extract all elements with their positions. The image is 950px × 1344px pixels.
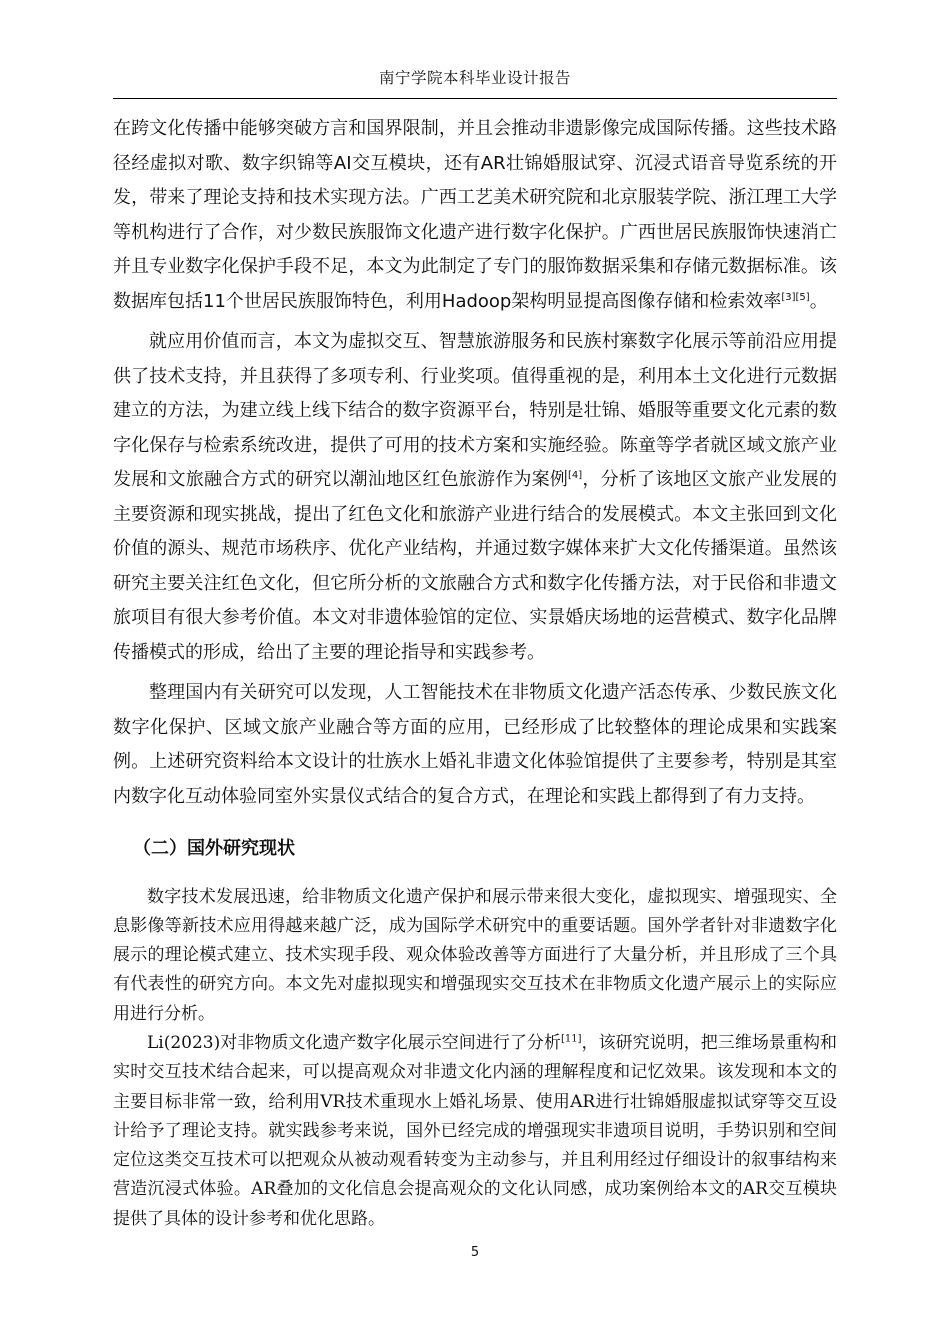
paragraph-2 — [113, 325, 837, 670]
paragraph-4 — [113, 883, 837, 1029]
citation-11: [11] — [560, 1033, 582, 1045]
header-title: 南宁学院本科毕业设计报告 — [378, 69, 571, 87]
citation-4: [4] — [568, 470, 583, 481]
paragraph-1-text: 在跨文化传播中能够突破方言和国界限制，并且会推动非遗影像完成国际传播。这些技术路径经虚拟对歌、数字织锦等AI交互模块，还有AR壮锦婚服试穿、沉浸式语音导览系统的开发，带来了理论支持和技术实现方法。广西工艺美术研究院和北京服装学院、浙江理工大学等机构进行了合作，对少数民族服饰文化遗产进行数字化保护。广西世居民族服饰快速消亡并且专业数字化保护手段不足，本文为此制定了专门的服饰数据采集和存储元数据标准。该数据库包括11个世居民族服饰特色，利用Hadoop架构明显提高图像存储和检索效率 — [113, 118, 837, 312]
paragraph-1 — [113, 112, 837, 319]
page-body — [113, 112, 837, 1234]
paragraph-2-text: 就应用价值而言，本文为虚拟交互、智慧旅游服务和民族村寨数字化展示等前沿应用提供了技术支持，并且获得了多项专利、行业奖项。值得重视的是，利用本土文化进行元数据建立的方法，为建立线上线下结合的数字资源平台，特别是壮锦、婚服等重要文化元素的数字化保存与检索系统改进，提供了可用的技术方案和实施经验。陈童等学者就区域文旅产业发展和文旅融合方式的研究以潮汕地区红色旅游作为案例 — [113, 331, 837, 490]
paragraph-2-rest: ，分析了该地区文旅产业发展的主要资源和现实挑战，提出了红色文化和旅游产业进行结合的发展模式。本文主张回到文化价值的源头、规范市场秩序、优化产业结构，并通过数字媒体来扩大文化传播渠道。虽然该研究主要关注红色文化，但它所分析的文旅融合方式和数字化传播方法，对于民俗和非遗文旅项目有很大参考价值。本文对非遗体验馆的定位、实景婚庆场地的运营模式、数字化品牌传播模式的形成，给出了主要的理论指导和实践参考。 — [113, 469, 837, 663]
paragraph-3 — [113, 676, 837, 814]
paragraph-1-end: 。 — [809, 290, 828, 312]
paragraph-5-text: Li(2023)对非物质文化遗产数字化展示空间进行了分析 — [147, 1032, 561, 1053]
page-number: 5 — [470, 1245, 480, 1260]
page-header — [113, 64, 837, 99]
citation-3-5: [3][5] — [781, 291, 810, 303]
paragraph-5 — [113, 1029, 837, 1234]
paragraph-4-text: 数字技术发展迅速，给非物质文化遗产保护和展示带来很大变化，虚拟现实、增强现实、全息影像等新技术应用得越来越广泛，成为国际学术研究中的重要话题。国外学者针对非遗数字化展示的理论模式建立、技术实现手段、观众体验改善等方面进行了大量分析，并且形成了三个具有代表性的研究方向。本文先对虚拟现实和增强现实交互技术在非物质文化遗产展示上的实际应用进行分析。 — [113, 886, 837, 1024]
paragraph-5-rest: ，该研究说明，把三维场景重构和实时交互技术结合起来，可以提高观众对非遗文化内涵的理解程度和记忆效果。该发现和本文的主要目标非常一致，给利用VR技术重现水上婚礼场景、使用AR进行壮锦婚服虚拟试穿等交互设计给予了理论支持。就实践参考来说，国外已经完成的增强现实非遗项目说明，手势识别和空间定位这类交互技术可以把观众从被动观看转变为主动参与，并且利用经过仔细设计的叙事结构来营造沉浸式体验。AR叠加的文化信息会提高观众的文化认同感，成功案例给本文的AR交互模块提供了具体的设计参考和优化思路。 — [113, 1032, 838, 1229]
paragraph-3-text: 整理国内有关研究可以发现，人工智能技术在非物质文化遗产活态传承、少数民族文化数字化保护、区域文旅产业融合等方面的应用，已经形成了比较整体的理论成果和实践案例。上述研究资料给本文设计的壮族水上婚礼非遗文化体验馆提供了主要参考，特别是其室内数字化互动体验同室外实景仪式结合的复合方式，在理论和实践上都得到了有力支持。 — [113, 682, 837, 807]
section-heading: （二）国外研究现状 — [133, 838, 295, 859]
